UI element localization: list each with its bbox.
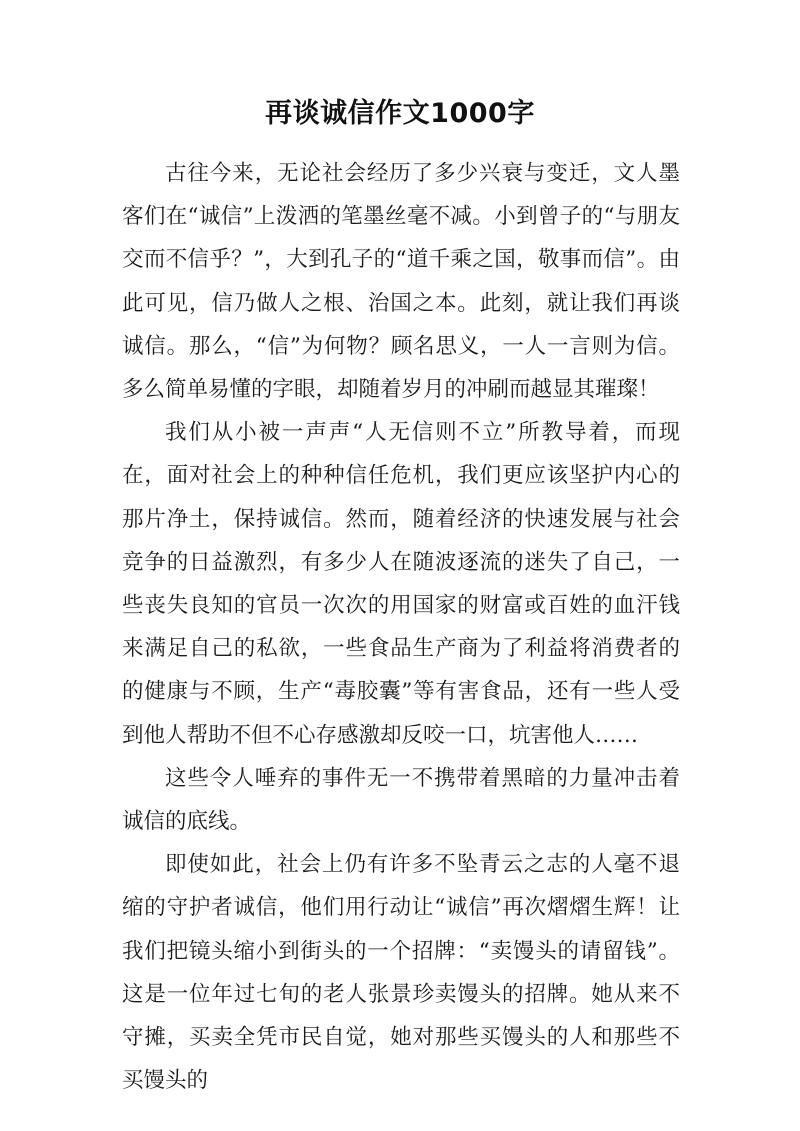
paragraph: 即使如此，社会上仍有许多不坠青云之志的人毫不退缩的守护者诚信，他们用行动让“诚信”再次熠熠生辉！让我们把镜头缩小到街头的一个招牌：“卖馒头的请留钱”。这是一位年过七旬的老人张景珍卖馒头的招牌。她从来不守摊，买卖全凭市民自觉，她对那些买馒头的人和那些不买馒头的 (122, 852, 680, 1094)
paragraph: 古往今来，无论社会经历了多少兴衰与变迁，文人墨客们在“诚信”上泼洒的笔墨丝毫不减。小到曾子的“与朋友交而不信乎？”，大到孔子的“道千乘之国，敬事而信”。由此可见，信乃做人之根、治国之本。此刻，就让我们再谈诚信。那么，“信”为何物？顾名思义，一人一言则为信。多么简单易懂的字眼，却随着岁月的冲刷而越显其璀璨！ (122, 161, 680, 403)
document-body (122, 152, 680, 1102)
paragraph: 这些令人唾弃的事件无一不携带着黑暗的力量冲击着诚信的底线。 (122, 765, 680, 835)
document-title: 再谈诚信作文1000字 (265, 98, 535, 129)
paragraph: 我们从小被一声声“人无信则不立”所教导着，而现在，面对社会上的种种信任危机，我们更应该坚护内心的那片净土，保持诚信。然而，随着经济的快速发展与社会竞争的日益激烈，有多少人在随波逐流的迷失了自己，一些丧失良知的官员一次次的用国家的财富或百姓的血汗钱来满足自己的私欲，一些食品生产商为了利益将消费者的的健康与不顾，生产“毒胶囊”等有害食品，还有一些人受到他人帮助不但不心存感激却反咬一口，坑害他人…… (122, 420, 680, 748)
